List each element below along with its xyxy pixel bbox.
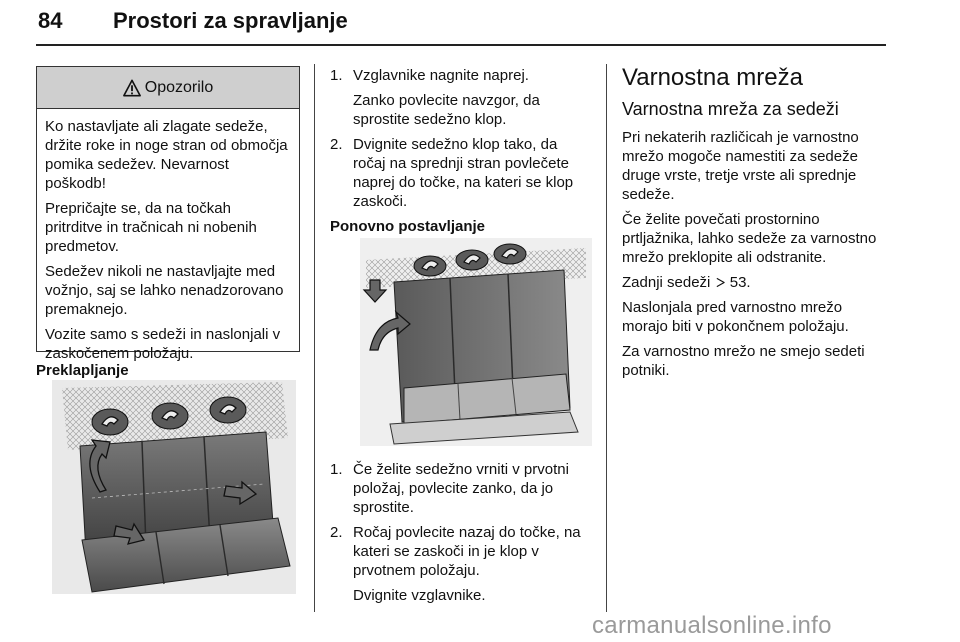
warning-box: [36, 66, 300, 362]
list-item: [330, 135, 592, 211]
step-subtext: Zanko povlecite navzgor, da sprostite sedežno klop.: [353, 92, 540, 128]
warning-title: Opozorilo: [144, 78, 214, 96]
list-item: [330, 66, 592, 129]
safety-net-section: [622, 64, 888, 386]
step-text: Dvignite sedežno klop tako, da ročaj na sprednji stran povlečete naprej do točke, na kateri se klop zaskoči.: [353, 136, 574, 210]
paragraph: Če želite povečati prostornino prtljažnika, lahko sedeže za varnostno mrežo preklopite ali odstranite.: [622, 211, 877, 266]
section-title: Varnostna mreža: [622, 64, 803, 91]
section-subtitle: Varnostna mreža za sedeži: [622, 99, 839, 119]
step-subtext: Dvignite vzglavnike.: [353, 587, 486, 604]
paragraph: Pri nekaterih različicah je varnostno mrežo mogoče namestiti za sedeže druge vrste, tretje vrste ali sprednje sedeže.: [622, 129, 859, 203]
list-item: [330, 523, 592, 605]
column-divider: [606, 64, 607, 612]
folding-heading: Preklapljanje: [36, 362, 129, 379]
seat-folding-illustration: [52, 380, 296, 594]
step-number: 2.: [330, 136, 343, 153]
page-title: Prostori za spravljanje: [113, 8, 348, 33]
step-number: 1.: [330, 67, 343, 84]
reinstall-heading: Ponovno postavljanje: [330, 218, 486, 235]
warning-triangle-icon: [123, 79, 141, 97]
seat-reinstall-illustration: [360, 238, 592, 446]
list-item: [330, 460, 592, 517]
step-text: Vzglavnike nagnite naprej.: [353, 67, 529, 84]
warning-header: [37, 67, 299, 109]
cross-reference: [622, 273, 888, 292]
warning-paragraph: Ko nastavljate ali zlagate sedeže, držite roke in noge stran od območja pomika sedežev. Nevarnost poškodb!: [45, 118, 288, 192]
header-rule: [36, 44, 886, 46]
step-text: Če želite sedežno vrniti v prvotni položaj, povlecite zanko, da jo sprostite.: [353, 461, 569, 516]
warning-paragraph: Prepričajte se, da na točkah pritrditve in tračnicah ni nobenih predmetov.: [45, 200, 257, 255]
fold-steps: [330, 66, 592, 217]
page-reference-arrow-icon: [715, 277, 726, 288]
watermark: carmanualsonline.info: [592, 612, 832, 639]
warning-body: [37, 109, 299, 363]
warning-paragraph: Sedežev nikoli ne nastavljajte med vožnjo, saj se lahko nenadzorovano premaknejo.: [45, 263, 284, 318]
paragraph: Za varnostno mrežo ne smejo sedeti potniki.: [622, 343, 865, 379]
step-number: 2.: [330, 524, 343, 541]
column-divider: [314, 64, 315, 612]
step-text: Ročaj povlecite nazaj do točke, na kateri se zaskoči in je klop v prvotnem položaju.: [353, 524, 581, 579]
paragraph: Naslonjala pred varnostno mrežo morajo biti v pokončnem položaju.: [622, 299, 849, 335]
warning-paragraph: Vozite samo s sedeži in naslonjali v zaskočenem položaju.: [45, 326, 281, 362]
reinstall-steps: [330, 460, 592, 611]
xref-page[interactable]: 53.: [729, 274, 751, 291]
xref-text: Zadnji sedeži: [622, 274, 711, 291]
page-number: 84: [38, 8, 63, 33]
step-number: 1.: [330, 461, 343, 478]
